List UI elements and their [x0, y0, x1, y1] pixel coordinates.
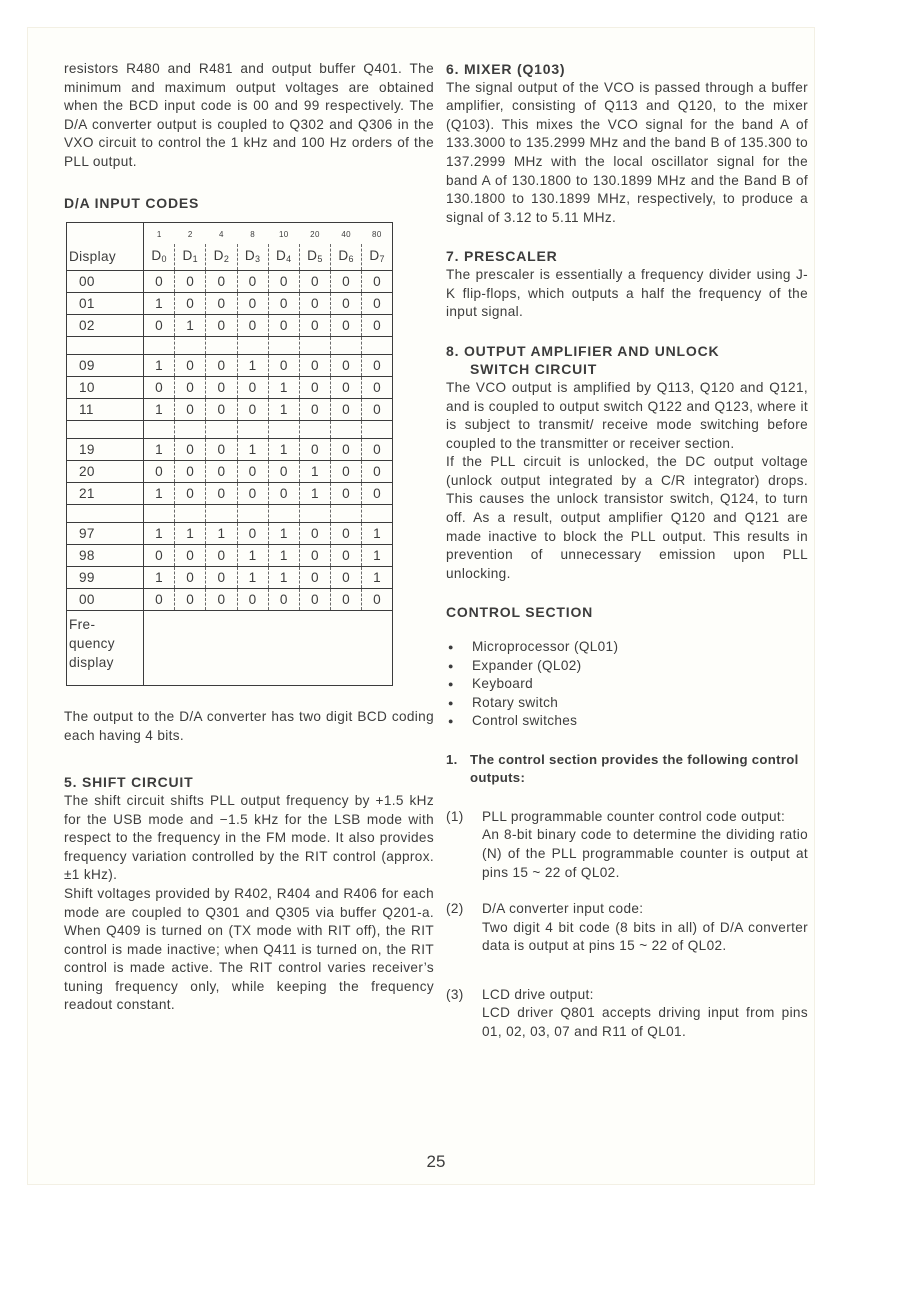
- output-paragraph-2: If the PLL circuit is unlocked, the DC output voltage (unlock output integrated by a C/R integrator) drops. This causes the unlock transistor switch, Q124, to turn off. As a result, output amplifier Q120 and Q121 are made inactive to block the PLL output. This results in prevention of unnecessary emission upon PLL unlocking.: [446, 454, 808, 581]
- table-row: [67, 523, 392, 545]
- bit-header: $D_3$: [237, 244, 268, 271]
- bit-value: 1: [362, 545, 392, 567]
- bit-value: 0: [144, 545, 175, 567]
- bit-value: 0: [268, 483, 299, 505]
- bit-header: $D_5$: [299, 244, 330, 271]
- bit-value: 0: [206, 355, 237, 377]
- display-value: 00: [67, 271, 144, 293]
- display-value: 10: [67, 377, 144, 399]
- bit-value: 0: [206, 293, 237, 315]
- bit-header: $D_1$: [175, 244, 206, 271]
- bit-value: 0: [268, 271, 299, 293]
- bit-value: 1: [268, 567, 299, 589]
- bit-value: 0: [362, 461, 392, 483]
- bit-value: 0: [237, 461, 268, 483]
- intro-paragraph: resistors R480 and R481 and output buffer Q401. The minimum and maximum output voltages are obtained when the BCD input code is 00 and 99 respectively. The D/A converter output is coupled to Q302 and Q306 in the VXO circuit to control the 1 kHz and 100 Hz orders of the PLL output.: [64, 61, 434, 169]
- sub-item-3: [446, 986, 808, 1042]
- bit-value: 0: [268, 355, 299, 377]
- bit-value: 1: [268, 545, 299, 567]
- bit-value: 0: [175, 545, 206, 567]
- bit-value: 0: [144, 461, 175, 483]
- bit-value: 0: [299, 293, 330, 315]
- bit-value: 0: [331, 293, 362, 315]
- bit-value: 0: [206, 545, 237, 567]
- document-page: [28, 28, 814, 1184]
- point-1: [446, 751, 808, 788]
- output-paragraph-1: The VCO output is amplified by Q113, Q120 and Q121, and is coupled to output switch Q122 and Q123, where it is subject to transmit/ receive mode switching before coupled to the transmitter or receiver section.: [446, 379, 808, 451]
- bit-value: 0: [206, 461, 237, 483]
- mixer-paragraph: The signal output of the VCO is passed through a buffer amplifier, consisting of Q113 and Q120, to the mixer (Q103). This mixes the VCO signal for the band A of 133.3000 to 135.2999 MHz and the band B of 135.300 to 137.2999 MHz with the local oscillator signal for the band A of 130.1800 to 130.1899 MHz and the Band B of 130.1800 to 130.1899 MHz, respectively, to produce a signal of 3.12 to 5.11 MHz.: [446, 79, 808, 225]
- point-1-text: The control section provides the following control outputs:: [470, 751, 799, 786]
- control-items-list: [446, 638, 808, 731]
- bit-value: 1: [237, 567, 268, 589]
- bit-header: $D_2$: [206, 244, 237, 271]
- bit-value: 0: [362, 271, 392, 293]
- bit-value: 0: [362, 439, 392, 461]
- display-value: 99: [67, 567, 144, 589]
- page-number: 25: [426, 1152, 446, 1171]
- sub-item-1-number: (1): [446, 808, 464, 824]
- bit-value: 0: [206, 483, 237, 505]
- bit-value: 1: [144, 439, 175, 461]
- bit-value: 1: [144, 483, 175, 505]
- bit-value: 1: [237, 545, 268, 567]
- bit-value: 1: [362, 523, 392, 545]
- bit-value: 0: [237, 399, 268, 421]
- weight-label: 4: [219, 230, 224, 240]
- sub-item-2-head: D/A converter input code:: [482, 901, 644, 917]
- bit-value: 0: [299, 377, 330, 399]
- bit-value: 0: [237, 483, 268, 505]
- da-input-codes-table: [66, 222, 393, 686]
- list-item: ● Rotary switch: [446, 694, 808, 713]
- bit-value: 0: [206, 439, 237, 461]
- sub-item-3-text: LCD driver Q801 accepts driving input from pins 01, 02, 03, 07 and R11 of QL01.: [482, 1005, 808, 1040]
- sub-item-2-number: (2): [446, 901, 464, 917]
- bit-value: 0: [299, 355, 330, 377]
- bit-value: 0: [175, 567, 206, 589]
- table-row: [67, 439, 392, 461]
- bit-value: 0: [268, 589, 299, 611]
- bit-value: 0: [144, 271, 175, 293]
- sub-item-3-number: (3): [446, 986, 464, 1002]
- mixer-title: 6. MIXER (Q103): [446, 61, 566, 77]
- table-row: [67, 567, 392, 589]
- list-item: ● Microprocessor (QL01): [446, 638, 808, 657]
- bit-value: 0: [299, 399, 330, 421]
- bit-value: 0: [175, 355, 206, 377]
- bit-value: 0: [299, 271, 330, 293]
- table-row: [67, 315, 392, 337]
- bit-value: 1: [268, 377, 299, 399]
- table-row: [67, 293, 392, 315]
- bit-value: 0: [206, 567, 237, 589]
- bit-value: 0: [362, 355, 392, 377]
- output-amp-title-line2: SWITCH CIRCUIT: [470, 361, 598, 378]
- sub-item-1-text: An 8-bit binary code to determine the dividing ratio (N) of the PLL programmable counter is output at pins 15 ~ 22 of QL02.: [482, 827, 808, 880]
- list-item: ● Keyboard: [446, 675, 808, 694]
- bit-value: 0: [268, 293, 299, 315]
- bit-value: 0: [299, 545, 330, 567]
- bit-value: 0: [331, 439, 362, 461]
- bit-value: 0: [331, 567, 362, 589]
- bit-value: 1: [268, 523, 299, 545]
- table-title: D/A INPUT CODES: [64, 194, 200, 211]
- weight-label: 10: [278, 230, 289, 240]
- bit-header: $D_7$: [362, 244, 392, 271]
- table-row: [67, 377, 392, 399]
- sub-item-1-head: PLL programmable counter control code output:: [482, 808, 786, 824]
- display-value: 97: [67, 523, 144, 545]
- bit-value: 0: [237, 589, 268, 611]
- display-value: 00: [67, 589, 144, 611]
- bit-value: 0: [175, 377, 206, 399]
- bit-value: 0: [175, 271, 206, 293]
- sub-item-1: [446, 808, 808, 882]
- shift-paragraph-2: Shift voltages provided by R402, R404 and R406 for each mode are coupled to Q301 and Q305 via buffer Q201-a. When Q409 is turned on (TX mode with RIT off), the RIT control is made inactive; when Q411 is turned on, the RIT control is made active. The RIT control varies receiver’s tuning frequency only, while keeping the frequency readout constant.: [64, 885, 434, 1013]
- weight-label: 40: [341, 230, 351, 240]
- bit-value: 0: [175, 293, 206, 315]
- bit-value: 0: [206, 315, 237, 337]
- table-row: [67, 355, 392, 377]
- table-row: [67, 399, 392, 421]
- sub-item-2-text: Two digit 4 bit code (8 bits in all) of D/A converter data is output at pins 15 ~ 22 of QL02.: [482, 919, 808, 954]
- bit-value: 1: [144, 523, 175, 545]
- display-value: 11: [67, 399, 144, 421]
- bit-value: 0: [268, 461, 299, 483]
- bit-value: 1: [175, 523, 206, 545]
- output-amp-title: 8. OUTPUT AMPLIFIER AND UNLOCK: [446, 342, 720, 359]
- bit-value: 0: [268, 315, 299, 337]
- table-row: [67, 461, 392, 483]
- table-row: [67, 483, 392, 505]
- bit-value: 1: [144, 293, 175, 315]
- weight-label: 1: [156, 230, 162, 240]
- display-value: 19: [67, 439, 144, 461]
- shift-paragraph-1: The shift circuit shifts PLL output frequency by +1.5 kHz for the USB mode and −1.5 kHz for the LSB mode with respect to the frequency in the FM mode. It also provides frequency variation controlled by the RIT control (approx. ±1 kHz).: [64, 792, 434, 883]
- bit-value: 0: [175, 461, 206, 483]
- bit-value: 0: [362, 315, 392, 337]
- bit-value: 0: [206, 271, 237, 293]
- list-item: ● Expander (QL02): [446, 657, 808, 676]
- bit-value: 0: [331, 271, 362, 293]
- gap-row: [67, 505, 392, 523]
- bit-value: 0: [237, 377, 268, 399]
- left-column: [64, 60, 434, 1015]
- list-item: ● Control switches: [446, 712, 808, 731]
- control-section-title: CONTROL SECTION: [446, 604, 594, 621]
- bit-value: 1: [299, 461, 330, 483]
- bit-value: 0: [331, 377, 362, 399]
- display-value: 01: [67, 293, 144, 315]
- weight-label: 80: [372, 230, 382, 240]
- bit-value: 1: [144, 355, 175, 377]
- bit-value: 1: [268, 399, 299, 421]
- display-value: 09: [67, 355, 144, 377]
- right-column: [446, 60, 808, 1042]
- sub-item-3-head: LCD drive output:: [482, 986, 594, 1002]
- table-row: [67, 545, 392, 567]
- bit-value: 0: [362, 377, 392, 399]
- bit-value: 0: [362, 293, 392, 315]
- bit-value: 0: [299, 439, 330, 461]
- bit-value: 0: [331, 589, 362, 611]
- bit-value: 0: [331, 355, 362, 377]
- bit-value: 0: [175, 399, 206, 421]
- bit-value: 0: [299, 567, 330, 589]
- bit-value: 0: [144, 315, 175, 337]
- display-value: 98: [67, 545, 144, 567]
- bit-value: 0: [237, 271, 268, 293]
- bit-value: 1: [299, 483, 330, 505]
- frequency-display-label: Fre- quency display: [67, 611, 144, 686]
- weight-label: 8: [250, 230, 255, 240]
- bit-value: 0: [362, 399, 392, 421]
- bit-value: 0: [144, 589, 175, 611]
- bit-value: 1: [268, 439, 299, 461]
- bit-header: $D_4$: [268, 244, 299, 271]
- bit-value: 0: [331, 315, 362, 337]
- bit-header: $D_6$: [331, 244, 362, 271]
- bit-value: 0: [206, 589, 237, 611]
- bit-value: 0: [237, 293, 268, 315]
- display-value: 20: [67, 461, 144, 483]
- bit-value: 0: [175, 439, 206, 461]
- weight-label: 20: [310, 230, 320, 240]
- frequency-display-row: [67, 611, 392, 686]
- bit-value: 1: [237, 355, 268, 377]
- bit-value: 0: [331, 483, 362, 505]
- bit-value: 0: [175, 589, 206, 611]
- prescaler-paragraph: The prescaler is essentially a frequency divider using J-K flip-flops, which outputs a half the frequency of the input signal.: [446, 266, 808, 320]
- shift-circuit-title: 5. SHIFT CIRCUIT: [64, 774, 194, 791]
- bit-value: 1: [206, 523, 237, 545]
- gap-row: [67, 337, 392, 355]
- bit-value: 0: [299, 315, 330, 337]
- bit-value: 0: [331, 461, 362, 483]
- bit-value: 0: [144, 377, 175, 399]
- bit-value: 0: [299, 589, 330, 611]
- bit-value: 1: [175, 315, 206, 337]
- bit-value: 0: [237, 523, 268, 545]
- bit-value: 0: [206, 399, 237, 421]
- bit-value: 1: [144, 567, 175, 589]
- bit-header: $D_0$: [144, 244, 175, 271]
- display-value: 02: [67, 315, 144, 337]
- gap-row: [67, 421, 392, 439]
- point-1-number: 1.: [446, 751, 458, 767]
- display-header: Display: [67, 244, 144, 271]
- bit-value: 1: [144, 399, 175, 421]
- bit-value: 0: [331, 545, 362, 567]
- table-row: [67, 589, 392, 611]
- bit-header-row: [67, 244, 392, 271]
- weight-label: 2: [187, 230, 193, 240]
- bit-value: 0: [331, 523, 362, 545]
- sub-item-2: [446, 900, 808, 956]
- bit-value: 0: [237, 315, 268, 337]
- bit-value: 0: [331, 399, 362, 421]
- after-table-paragraph: The output to the D/A converter has two digit BCD coding each having 4 bits.: [64, 709, 434, 743]
- bit-value: 0: [175, 483, 206, 505]
- bit-value: 1: [362, 567, 392, 589]
- bit-value: 1: [237, 439, 268, 461]
- bit-value: 0: [299, 523, 330, 545]
- bit-value: 0: [362, 589, 392, 611]
- prescaler-title: 7. PRESCALER: [446, 248, 558, 265]
- weights-row: [67, 223, 392, 244]
- display-value: 21: [67, 483, 144, 505]
- bit-value: 0: [206, 377, 237, 399]
- bit-value: 0: [362, 483, 392, 505]
- table-row: [67, 271, 392, 293]
